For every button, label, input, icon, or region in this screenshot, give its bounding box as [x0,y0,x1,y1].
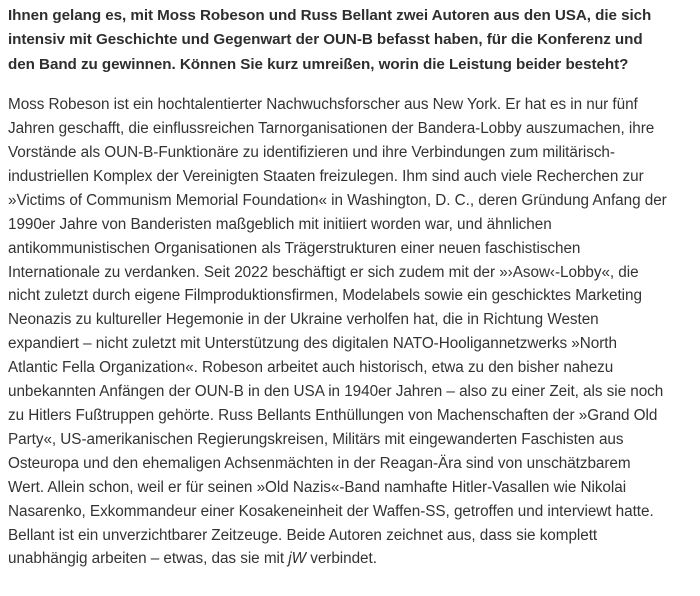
answer-line: antikommunistischen Organisationen als Trägerstrukturen einer neuen faschistischen [8,239,581,257]
interview-question [8,4,696,77]
answer-line: Atlantic Fella Organization«. Robeson arbeitet auch historisch, etwa zu den bisher nahezu [8,359,614,377]
answer-line: Wert. Allein schon, weil er für seinen »Old Nazis«-Band namhafte Hitler-Vasallen wie Nikolai [8,478,627,496]
interview-article [8,4,696,571]
answer-line: Osteuropa und den ehemaligen Achsenmächten in der Reagan-Ära sind von unschätzbarem [8,454,631,472]
answer-line: »Victims of Communism Memorial Foundation« in Washington, D. C., deren Gründung Anfang der [8,191,667,209]
answer-last-line [8,547,696,571]
answer-line: Jahren geschafft, die einflussreichen Tarnorganisationen der Bandera-Lobby auszumachen, ihre [8,120,655,138]
answer-line: nicht zuletzt durch eigene Filmproduktionsfirmen, Modelabels sowie ein geschicktes Marketing [8,287,642,305]
question-line: Ihnen gelang es, mit Moss Robeson und Russ Bellant zwei Autoren aus den USA, die sich [8,7,652,24]
answer-line: Bellant ist ein unverzichtbarer Zeitzeuge. Beide Autoren zeichnet aus, dass sie komplett [8,526,598,544]
answer-line: Vorstände als OUN-B-Funktionäre zu identifizieren und ihre Verbindungen zum militärisch- [8,144,615,162]
answer-line: Nasarenko, Exkommandeur einer Kosakeneinheit der Waffen-SS, getroffen und interviewt hatte. [8,502,654,520]
answer-line: expandiert – nicht zuletzt mit Unterstützung des digitalen NATO-Hooligannetzwerks »North [8,335,617,353]
answer-line: unbekannten Anfängen der OUN-B in den USA in 1940er Jahren – also zu einer Zeit, als sie noch [8,383,664,401]
answer-line: Moss Robeson ist ein hochtalentierter Nachwuchsforscher aus New York. Er hat es in nur fünf [8,96,638,114]
answer-line: industriellen Komplex der Vereinigten Staaten freizulegen. Ihm sind auch viele Recherchen zur [8,167,644,185]
interview-answer [8,93,696,571]
answer-line: zu Hitlers Fußtruppen gehörte. Russ Bellants Enthüllungen von Machenschaften der »Grand Old [8,407,658,424]
answer-line: 1990er Jahre von Banderisten maßgeblich mit initiiert worden war, und ähnlichen [8,215,552,233]
answer-last-line-start: unabhängig arbeiten – etwas, das sie mit [8,550,289,568]
question-line: intensiv mit Geschichte und Gegenwart der OUN-B befasst haben, für die Konferenz und [8,31,643,49]
answer-line: Party«, US-amerikanischen Regierungskreisen, Militärs mit eingewanderten Faschisten aus [8,430,624,448]
answer-line: Internationale zu verdanken. Seit 2022 beschäftigt er sich zudem mit der »›Asow‹-Lobby«, die [8,263,639,281]
jw-publication-name: jW [288,550,307,568]
answer-line: Neonazis zu kultureller Hegemonie in der Ukraine verholfen hat, die in Richtung Westen [8,311,599,329]
question-line: den Band zu gewinnen. Können Sie kurz umreißen, worin die Leistung beider besteht? [8,55,629,73]
answer-last-line-end: verbindet. [306,550,377,568]
